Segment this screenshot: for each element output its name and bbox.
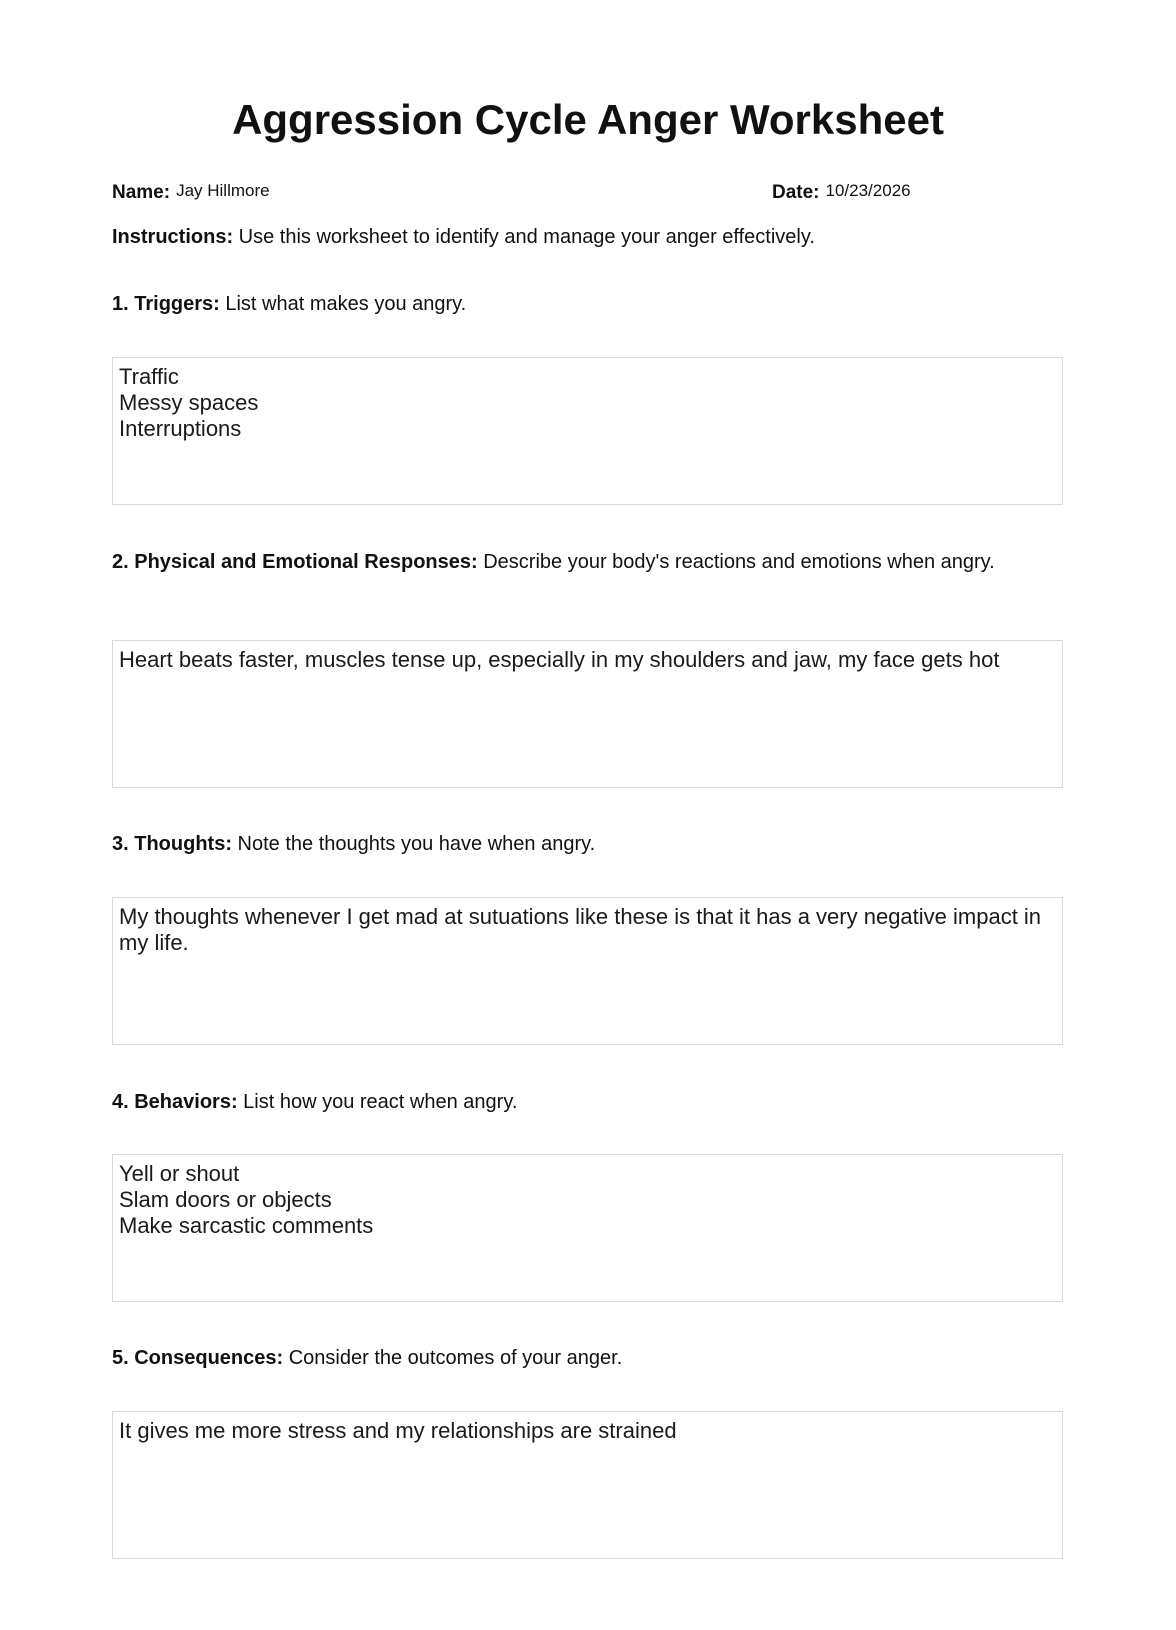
section-heading: 3. Thoughts: <box>112 833 232 855</box>
section-prompt: Describe your body's reactions and emotions when angry. <box>477 551 995 573</box>
section-prompt: List what makes you angry. <box>219 293 467 315</box>
section-heading: 2. Physical and Emotional Responses: <box>112 551 478 573</box>
behaviors-answer-box[interactable]: Yell or shout Slam doors or objects Make sarcastic comments <box>112 1154 1063 1302</box>
responses-answer-box[interactable]: Heart beats faster, muscles tense up, especially in my shoulders and jaw, my face gets hot <box>112 640 1063 788</box>
date-field <box>772 182 911 204</box>
section-prompt: Note the thoughts you have when angry. <box>231 833 596 855</box>
name-label: Name: <box>112 182 171 203</box>
section-consequences-question <box>112 1346 1062 1371</box>
instructions <box>112 226 1072 249</box>
section-heading: 5. Consequences: <box>112 1347 284 1369</box>
page-title: Aggression Cycle Anger Worksheet <box>232 96 944 143</box>
section-triggers-question <box>112 292 1062 317</box>
section-prompt: List how you react when angry. <box>237 1091 518 1113</box>
consequences-answer-box[interactable]: It gives me more stress and my relationships are strained <box>112 1411 1063 1559</box>
triggers-answer-box[interactable]: Traffic Messy spaces Interruptions <box>112 357 1063 505</box>
instructions-text: Use this worksheet to identify and manage your anger effectively. <box>233 226 815 248</box>
date-label: Date: <box>772 182 820 203</box>
instructions-label: Instructions: <box>112 226 234 248</box>
section-heading: 1. Triggers: <box>112 293 220 315</box>
section-heading: 4. Behaviors: <box>112 1091 238 1113</box>
section-prompt: Consider the outcomes of your anger. <box>283 1347 623 1369</box>
date-value[interactable]: 10/23/2026 <box>825 181 911 200</box>
name-value[interactable]: Jay Hillmore <box>176 181 270 200</box>
section-responses-question <box>112 550 1062 575</box>
name-field <box>112 182 270 204</box>
section-behaviors-question <box>112 1090 1062 1115</box>
thoughts-answer-box[interactable]: My thoughts whenever I get mad at sutuations like these is that it has a very negative impact in my life. <box>112 897 1063 1045</box>
section-thoughts-question <box>112 832 1062 857</box>
